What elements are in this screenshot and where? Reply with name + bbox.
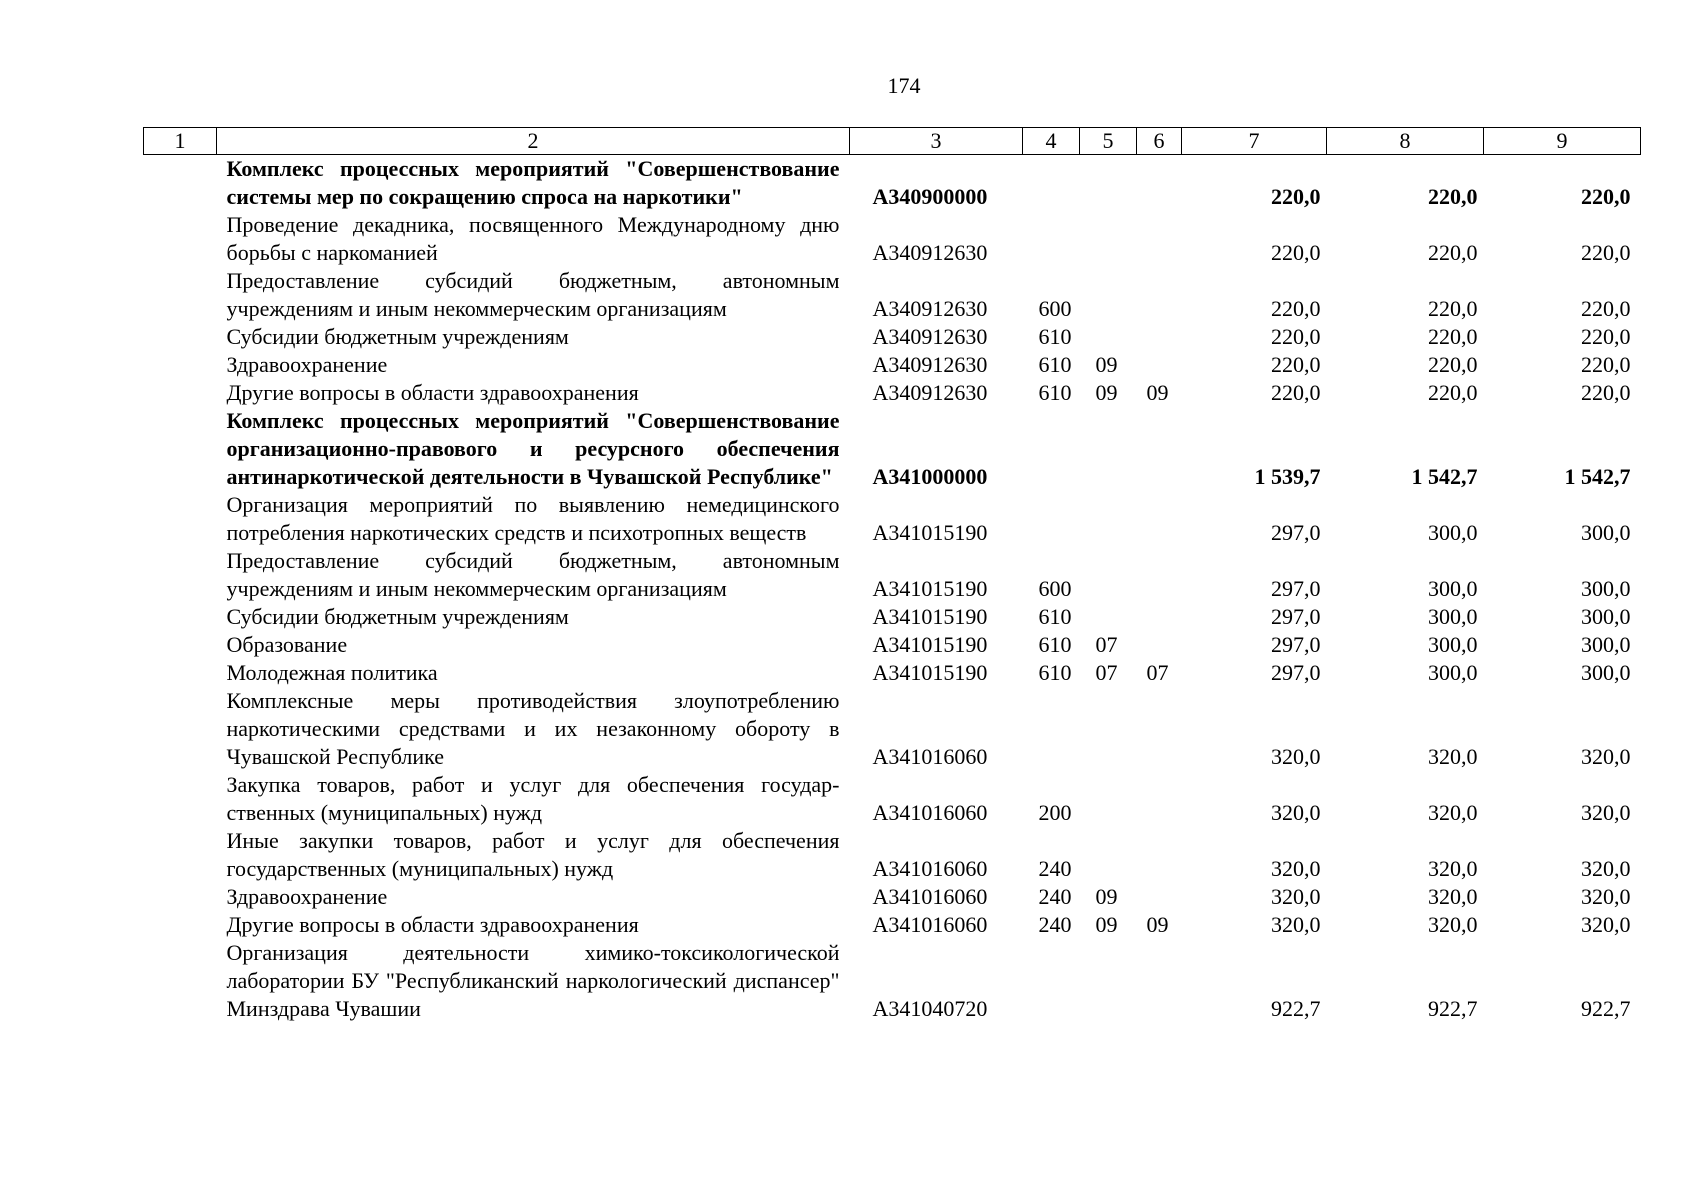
row-col5 (1080, 603, 1137, 631)
row-col6 (1137, 883, 1182, 911)
table-row (144, 491, 1641, 547)
row-amount-8: 922,7 (1428, 996, 1478, 1021)
row-col4: 240 (1038, 856, 1072, 881)
row-code: А341016060 (872, 856, 988, 881)
row-amount-8: 320,0 (1428, 744, 1478, 769)
row-col4: 240 (1038, 912, 1072, 937)
row-description: Другие вопросы в области здравоохранения (226, 380, 639, 405)
row-amount-7: 320,0 (1271, 912, 1321, 937)
row-code: А341015190 (872, 520, 988, 545)
row-col4: 610 (1038, 660, 1072, 685)
row-description: Закупка товаров, работ и услуг для обеспечения государственных (муниципальных) нужд (226, 772, 840, 825)
row-col6 (1137, 351, 1182, 379)
table-row (144, 155, 1641, 212)
row-description: Иные закупки товаров, работ и услуг для обеспечения государственных (муниципальных) нужд (226, 828, 840, 881)
row-col6: 07 (1146, 660, 1169, 685)
row-code: А340912630 (872, 380, 988, 405)
column-header: 5 (1080, 128, 1137, 155)
row-col6 (1137, 939, 1182, 1023)
table-row (144, 631, 1641, 659)
row-col4 (1023, 687, 1080, 771)
row-amount-7: 297,0 (1271, 604, 1321, 629)
row-col5 (1080, 211, 1137, 267)
row-col5 (1080, 939, 1137, 1023)
row-col4: 600 (1038, 296, 1072, 321)
col1-cell (144, 827, 217, 883)
table-row (144, 827, 1641, 883)
table-row (144, 351, 1641, 379)
column-header: 8 (1327, 128, 1484, 155)
row-amount-8: 320,0 (1428, 800, 1478, 825)
row-amount-7: 297,0 (1271, 520, 1321, 545)
table-row (144, 211, 1641, 267)
row-code: А341040720 (872, 996, 988, 1021)
table-body (144, 155, 1641, 1024)
col1-cell (144, 491, 217, 547)
col1-cell (144, 939, 217, 1023)
row-amount-9: 300,0 (1581, 604, 1631, 629)
row-amount-7: 320,0 (1271, 856, 1321, 881)
row-description: Организация мероприятий по выявлению немедицинского потребления наркотических средств и психотропных веществ (226, 492, 840, 545)
row-amount-9: 300,0 (1581, 576, 1631, 601)
row-col4: 610 (1038, 324, 1072, 349)
col1-cell (144, 659, 217, 687)
row-amount-7: 220,0 (1271, 184, 1321, 209)
row-description: Здравоохранение (226, 884, 388, 909)
row-col4: 200 (1038, 800, 1072, 825)
row-description: Образование (226, 632, 348, 657)
row-col4 (1023, 939, 1080, 1023)
row-description: Здравоохранение (226, 352, 388, 377)
row-col5 (1080, 491, 1137, 547)
table-row (144, 603, 1641, 631)
row-amount-7: 297,0 (1271, 576, 1321, 601)
row-col6 (1137, 771, 1182, 827)
row-amount-7: 922,7 (1271, 996, 1321, 1021)
row-amount-9: 220,0 (1581, 240, 1631, 265)
row-amount-7: 220,0 (1271, 380, 1321, 405)
row-amount-9: 1 542,7 (1564, 464, 1631, 489)
table-row (144, 939, 1641, 1023)
row-col6 (1137, 211, 1182, 267)
column-header: 1 (144, 128, 217, 155)
row-col4 (1023, 211, 1080, 267)
row-amount-9: 300,0 (1581, 632, 1631, 657)
table-row (144, 379, 1641, 407)
row-amount-8: 220,0 (1428, 296, 1478, 321)
row-col4: 610 (1038, 380, 1072, 405)
row-col5 (1080, 323, 1137, 351)
row-amount-8: 300,0 (1428, 520, 1478, 545)
row-amount-8: 220,0 (1428, 184, 1478, 209)
col1-cell (144, 883, 217, 911)
row-col4: 610 (1038, 352, 1072, 377)
row-amount-7: 220,0 (1271, 240, 1321, 265)
table-row (144, 547, 1641, 603)
col1-cell (144, 155, 217, 212)
row-description: Комплекс процессных мероприятий "Совершенствование организационно-правового и ресурсного обеспечения антинаркотической деятельности в Чувашской Республике" (226, 408, 840, 489)
row-amount-9: 320,0 (1581, 884, 1631, 909)
row-col5: 09 (1095, 380, 1118, 405)
row-amount-8: 320,0 (1428, 856, 1478, 881)
row-description: Проведение декадника, посвященного Международному дню борьбы с наркоманией (226, 212, 840, 265)
row-amount-8: 1 542,7 (1411, 464, 1478, 489)
row-code: А341016060 (872, 744, 988, 769)
table-row (144, 771, 1641, 827)
row-code: А341016060 (872, 800, 988, 825)
row-description: Комплексные меры противодействия злоупотреблению наркотическими средствами и их незаконному обороту в Чувашской Республике (226, 688, 840, 769)
table-row (144, 883, 1641, 911)
row-code: А341015190 (872, 604, 988, 629)
table-row (144, 687, 1641, 771)
row-amount-9: 320,0 (1581, 912, 1631, 937)
row-amount-7: 220,0 (1271, 352, 1321, 377)
row-col5: 07 (1095, 632, 1118, 657)
row-amount-9: 922,7 (1581, 996, 1631, 1021)
row-description: Предоставление субсидий бюджетным, автономным учреждениям и иным некоммерческим организациям (226, 548, 840, 601)
column-header: 2 (217, 128, 850, 155)
row-amount-7: 297,0 (1271, 660, 1321, 685)
table-row (144, 659, 1641, 687)
row-col6 (1137, 491, 1182, 547)
row-col6 (1137, 323, 1182, 351)
row-code: А340912630 (872, 296, 988, 321)
row-col6 (1137, 827, 1182, 883)
row-col5: 09 (1095, 884, 1118, 909)
row-col6: 09 (1146, 380, 1169, 405)
row-amount-9: 300,0 (1581, 520, 1631, 545)
row-amount-7: 220,0 (1271, 324, 1321, 349)
row-amount-9: 320,0 (1581, 800, 1631, 825)
row-col5: 09 (1095, 912, 1118, 937)
row-col4 (1023, 155, 1080, 212)
table-row (144, 323, 1641, 351)
col1-cell (144, 267, 217, 323)
col1-cell (144, 407, 217, 491)
row-amount-8: 220,0 (1428, 240, 1478, 265)
row-amount-9: 220,0 (1581, 324, 1631, 349)
row-col4: 610 (1038, 604, 1072, 629)
column-header: 7 (1182, 128, 1327, 155)
row-col5: 07 (1095, 660, 1118, 685)
col1-cell (144, 603, 217, 631)
row-amount-8: 300,0 (1428, 632, 1478, 657)
row-code: А340912630 (872, 240, 988, 265)
table-row (144, 407, 1641, 491)
row-description: Молодежная политика (226, 660, 438, 685)
row-code: А340912630 (872, 324, 988, 349)
row-col6 (1137, 603, 1182, 631)
row-col6 (1137, 407, 1182, 491)
row-amount-7: 297,0 (1271, 632, 1321, 657)
col1-cell (144, 631, 217, 659)
row-col5 (1080, 687, 1137, 771)
row-code: А341015190 (872, 632, 988, 657)
row-col5 (1080, 407, 1137, 491)
column-numbers-header (144, 128, 1641, 155)
row-code: А341015190 (872, 576, 988, 601)
row-col5 (1080, 827, 1137, 883)
row-amount-7: 320,0 (1271, 744, 1321, 769)
column-header: 3 (850, 128, 1023, 155)
row-description: Субсидии бюджетным учреждениям (226, 324, 569, 349)
row-amount-8: 220,0 (1428, 352, 1478, 377)
row-col5 (1080, 267, 1137, 323)
row-code: А340912630 (872, 352, 988, 377)
row-amount-8: 220,0 (1428, 380, 1478, 405)
col1-cell (144, 351, 217, 379)
row-col4: 610 (1038, 632, 1072, 657)
row-col4 (1023, 407, 1080, 491)
row-col4: 240 (1038, 884, 1072, 909)
row-col6 (1137, 547, 1182, 603)
row-code: А340900000 (872, 184, 988, 209)
col1-cell (144, 547, 217, 603)
col1-cell (144, 911, 217, 939)
row-col5 (1080, 547, 1137, 603)
col1-cell (144, 687, 217, 771)
row-col6: 09 (1146, 912, 1169, 937)
row-amount-8: 300,0 (1428, 576, 1478, 601)
col1-cell (144, 211, 217, 267)
row-amount-9: 320,0 (1581, 744, 1631, 769)
budget-table (143, 127, 1641, 1023)
row-amount-9: 220,0 (1581, 296, 1631, 321)
row-code: А341016060 (872, 912, 988, 937)
row-col5 (1080, 155, 1137, 212)
row-amount-9: 320,0 (1581, 856, 1631, 881)
row-col6 (1137, 155, 1182, 212)
row-col5: 09 (1095, 352, 1118, 377)
row-description: Комплекс процессных мероприятий "Совершенствование системы мер по сокращению спроса на наркотики" (226, 156, 840, 209)
row-code: А341000000 (872, 464, 988, 489)
row-amount-7: 1 539,7 (1254, 464, 1321, 489)
row-amount-8: 300,0 (1428, 660, 1478, 685)
table-row (144, 911, 1641, 939)
row-amount-9: 300,0 (1581, 660, 1631, 685)
row-description: Другие вопросы в области здравоохранения (226, 912, 639, 937)
row-amount-8: 320,0 (1428, 912, 1478, 937)
row-amount-9: 220,0 (1581, 184, 1631, 209)
row-amount-8: 300,0 (1428, 604, 1478, 629)
row-description: Субсидии бюджетным учреждениям (226, 604, 569, 629)
row-amount-7: 320,0 (1271, 800, 1321, 825)
col1-cell (144, 379, 217, 407)
row-amount-8: 320,0 (1428, 884, 1478, 909)
row-amount-7: 220,0 (1271, 296, 1321, 321)
row-description: Предоставление субсидий бюджетным, автономным учреждениям и иным некоммерческим организациям (226, 268, 840, 321)
col1-cell (144, 771, 217, 827)
column-header: 9 (1484, 128, 1641, 155)
row-code: А341016060 (872, 884, 988, 909)
row-col6 (1137, 631, 1182, 659)
column-header: 6 (1137, 128, 1182, 155)
row-col5 (1080, 771, 1137, 827)
row-col4: 600 (1038, 576, 1072, 601)
col1-cell (144, 323, 217, 351)
row-col6 (1137, 687, 1182, 771)
row-amount-9: 220,0 (1581, 380, 1631, 405)
row-col4 (1023, 491, 1080, 547)
row-col6 (1137, 267, 1182, 323)
row-code: А341015190 (872, 660, 988, 685)
table-row (144, 267, 1641, 323)
row-amount-9: 220,0 (1581, 352, 1631, 377)
row-description: Организация деятельности химико-токсикологической лаборатории БУ "Республиканский наркологический диспансер" Минздрава Чувашии (226, 940, 840, 1021)
column-header: 4 (1023, 128, 1080, 155)
row-amount-7: 320,0 (1271, 884, 1321, 909)
page-number: 174 (887, 73, 921, 98)
row-amount-8: 220,0 (1428, 324, 1478, 349)
